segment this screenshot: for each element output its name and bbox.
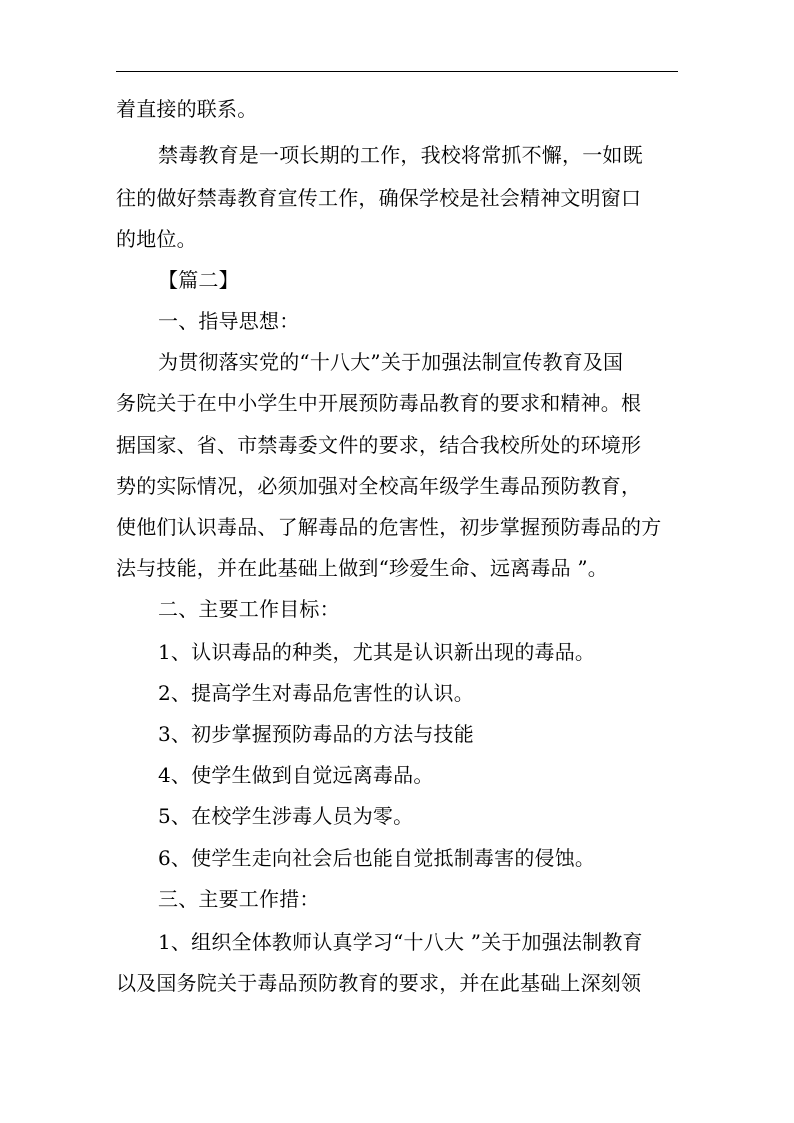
list-item: 6、使学生走向社会后也能自觉抵制毒害的侵蚀。 bbox=[158, 846, 596, 870]
list-item: 2、提高学生对毒品危害性的认识。 bbox=[158, 681, 474, 705]
text-line: 务院关于在中小学生中开展预防毒品教育的要求和精神。根 bbox=[116, 391, 642, 415]
list-item: 4、使学生做到自觉远离毒品。 bbox=[158, 763, 434, 787]
list-item: 1、组织全体教师认真学习“十八大 ”关于加强法制教育 bbox=[158, 930, 643, 954]
text-line: 势的实际情况，必须加强对全校高年级学生毒品预防教育， bbox=[116, 474, 642, 498]
section-heading: 【篇二】 bbox=[158, 268, 239, 292]
text-line: 以及国务院关于毒品预防教育的要求，并在此基础上深刻领 bbox=[116, 971, 642, 995]
text-line: 使他们认识毒品、了解毒品的危害性，初步掌握预防毒品的方 bbox=[116, 515, 662, 539]
text-line: 禁毒教育是一项长期的工作，我校将常抓不懈，一如既 bbox=[158, 143, 643, 167]
header-rule bbox=[116, 71, 678, 72]
section-heading: 三、主要工作措： bbox=[158, 887, 320, 911]
section-heading: 二、主要工作目标： bbox=[158, 597, 340, 621]
text-line: 为贯彻落实党的“十八大”关于加强法制宣传教育及国 bbox=[158, 350, 624, 374]
list-item: 1、认识毒品的种类，尤其是认识新出现的毒品。 bbox=[158, 640, 596, 664]
text-line: 法与技能，并在此基础上做到“珍爱生命、远离毒品 ”。 bbox=[116, 556, 609, 580]
text-line: 据国家、省、市禁毒委文件的要求，结合我校所处的环境形 bbox=[116, 433, 642, 457]
section-heading: 一、指导思想： bbox=[158, 309, 300, 333]
text-line: 往的做好禁毒教育宣传工作，确保学校是社会精神文明窗口 bbox=[116, 186, 642, 210]
list-item: 3、初步掌握预防毒品的方法与技能 bbox=[158, 722, 474, 746]
text-line: 的地位。 bbox=[116, 227, 197, 251]
list-item: 5、在校学生涉毒人员为零。 bbox=[158, 804, 414, 828]
text-line: 着直接的联系。 bbox=[116, 97, 258, 121]
